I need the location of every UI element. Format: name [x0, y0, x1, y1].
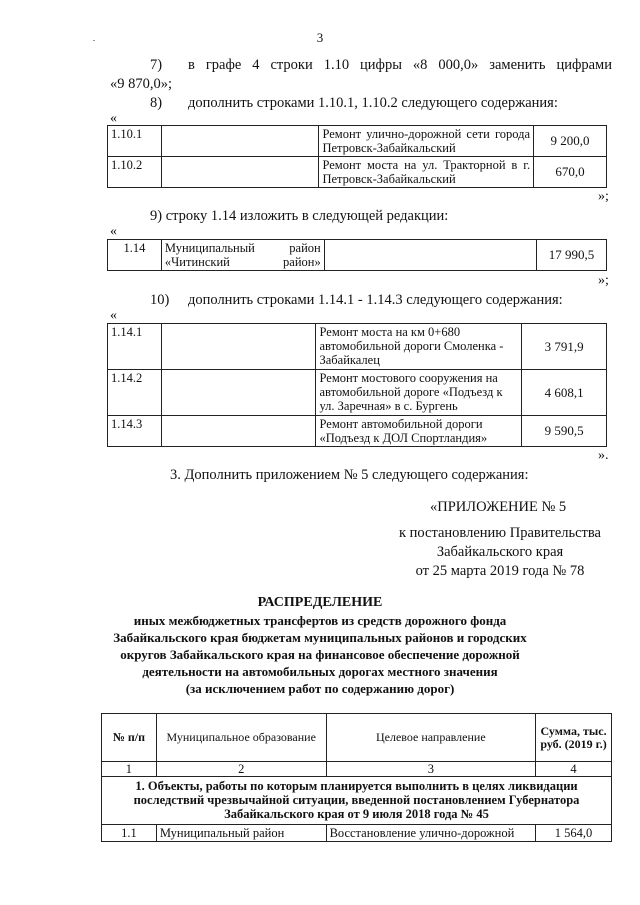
closer-3: ». [598, 448, 609, 463]
row-sum: 4 608,1 [522, 370, 607, 416]
row-purpose: Ремонт моста на км 0+680 автомобильной дороги Смоленка - Забайкалец [316, 324, 522, 370]
col-number: 1 [102, 762, 157, 777]
item7-text-line2: «9 870,0»; [110, 76, 173, 92]
row-municipality [161, 370, 316, 416]
row-number: 1.1 [102, 825, 157, 842]
row-sum: 670,0 [534, 157, 607, 188]
row-number: 1.14.1 [108, 324, 162, 370]
item10-number: 10) [150, 292, 170, 308]
row-municipality: Муниципальный район [156, 825, 326, 842]
table-row [102, 825, 612, 842]
document-subtitle-line1: иных межбюджетных трансфертов из средств дорожного фонда [133, 613, 507, 628]
table-row [108, 416, 607, 447]
row-number: 1.10.1 [108, 126, 162, 157]
table-row [108, 240, 607, 271]
row-municipality [161, 324, 316, 370]
distribution-table [101, 713, 612, 842]
open-quote-1: « [110, 111, 117, 126]
closer-1: »; [598, 189, 609, 204]
table-insert-1-14-x [107, 323, 607, 447]
open-quote-3: « [110, 308, 117, 323]
row-number: 1.10.2 [108, 157, 162, 188]
row-purpose: Ремонт моста на ул. Тракторной в г. Петровск-Забайкальский [319, 157, 534, 188]
item8-text: дополнить строками 1.10.1, 1.10.2 следующего содержания: [188, 95, 558, 111]
table-insert-1-14 [107, 239, 607, 271]
scan-mark [93, 40, 95, 41]
row-purpose: Восстановление улично-дорожной [326, 825, 536, 842]
item10-text: дополнить строками 1.14.1 - 1.14.3 следующего содержания: [188, 292, 563, 308]
row-sum: 9 200,0 [534, 126, 607, 157]
row-sum: 17 990,5 [537, 240, 607, 271]
closer-2: »; [598, 273, 609, 288]
header-municipality: Муниципальное образование [156, 714, 326, 762]
row-sum: 9 590,5 [522, 416, 607, 447]
row-sum: 3 791,9 [522, 324, 607, 370]
col-number: 3 [326, 762, 536, 777]
document-subtitle-line3: округов Забайкальского края на финансовое обеспечение дорожной [120, 647, 520, 662]
row-number: 1.14.2 [108, 370, 162, 416]
appendix-line3: от 25 марта 2019 года № 78 [415, 563, 585, 579]
item7-text-line1: в графе 4 строки 1.10 цифры «8 000,0» заменить цифрами [188, 57, 612, 73]
item9-text: 9) строку 1.14 изложить в следующей редакции: [150, 208, 449, 224]
row-purpose [324, 240, 536, 271]
document-subtitle-line4: деятельности на автомобильных дорогах местного значения [142, 664, 498, 679]
row-municipality: Муниципальный район «Читинский район» [161, 240, 324, 271]
section-1-heading: 1. Объекты, работы по которым планируется выполнить в целях ликвидации последствий чрезвычайной ситуации, введенной постановлением Губернатора Забайкальского края от 9 июля 2018 года № 45 [102, 777, 612, 825]
table-row [108, 324, 607, 370]
row-purpose: Ремонт улично-дорожной сети города Петровск-Забайкальский [319, 126, 534, 157]
table-row [108, 157, 607, 188]
row-number: 1.14.3 [108, 416, 162, 447]
row-purpose: Ремонт автомобильной дороги «Подъезд к ДОЛ Спортландия» [316, 416, 522, 447]
document-subtitle-line2: Забайкальского края бюджетам муниципальных районов и городских [113, 630, 527, 645]
row-sum: 1 564,0 [536, 825, 612, 842]
appendix-line2: Забайкальского края [436, 544, 564, 560]
column-number-row [102, 762, 612, 777]
header-sum: Сумма, тыс. руб. (2019 г.) [536, 714, 612, 762]
item3-text: 3. Дополнить приложением № 5 следующего содержания: [170, 467, 529, 483]
row-municipality [161, 157, 319, 188]
row-purpose: Ремонт мостового сооружения на автомобильной дороге «Подъезд к ул. Заречная» в с. Бургень [316, 370, 522, 416]
document-title: РАСПРЕДЕЛЕНИЕ [257, 595, 383, 610]
col-number: 4 [536, 762, 612, 777]
page-number: 3 [316, 30, 324, 45]
appendix-line1: к постановлению Правительства [399, 525, 601, 541]
appendix-title: «ПРИЛОЖЕНИЕ № 5 [430, 499, 567, 515]
item8-number: 8) [150, 95, 163, 111]
row-municipality [161, 416, 316, 447]
section-row [102, 777, 612, 825]
open-quote-2: « [110, 224, 117, 239]
header-num: № п/п [102, 714, 157, 762]
table-header-row [102, 714, 612, 762]
table-insert-1-10 [107, 125, 607, 188]
table-row [108, 126, 607, 157]
row-number: 1.14 [108, 240, 162, 271]
header-purpose: Целевое направление [326, 714, 536, 762]
item7-number: 7) [150, 57, 163, 73]
document-subtitle-line5: (за исключением работ по содержанию дорог) [185, 681, 455, 696]
row-municipality [161, 126, 319, 157]
table-row [108, 370, 607, 416]
col-number: 2 [156, 762, 326, 777]
